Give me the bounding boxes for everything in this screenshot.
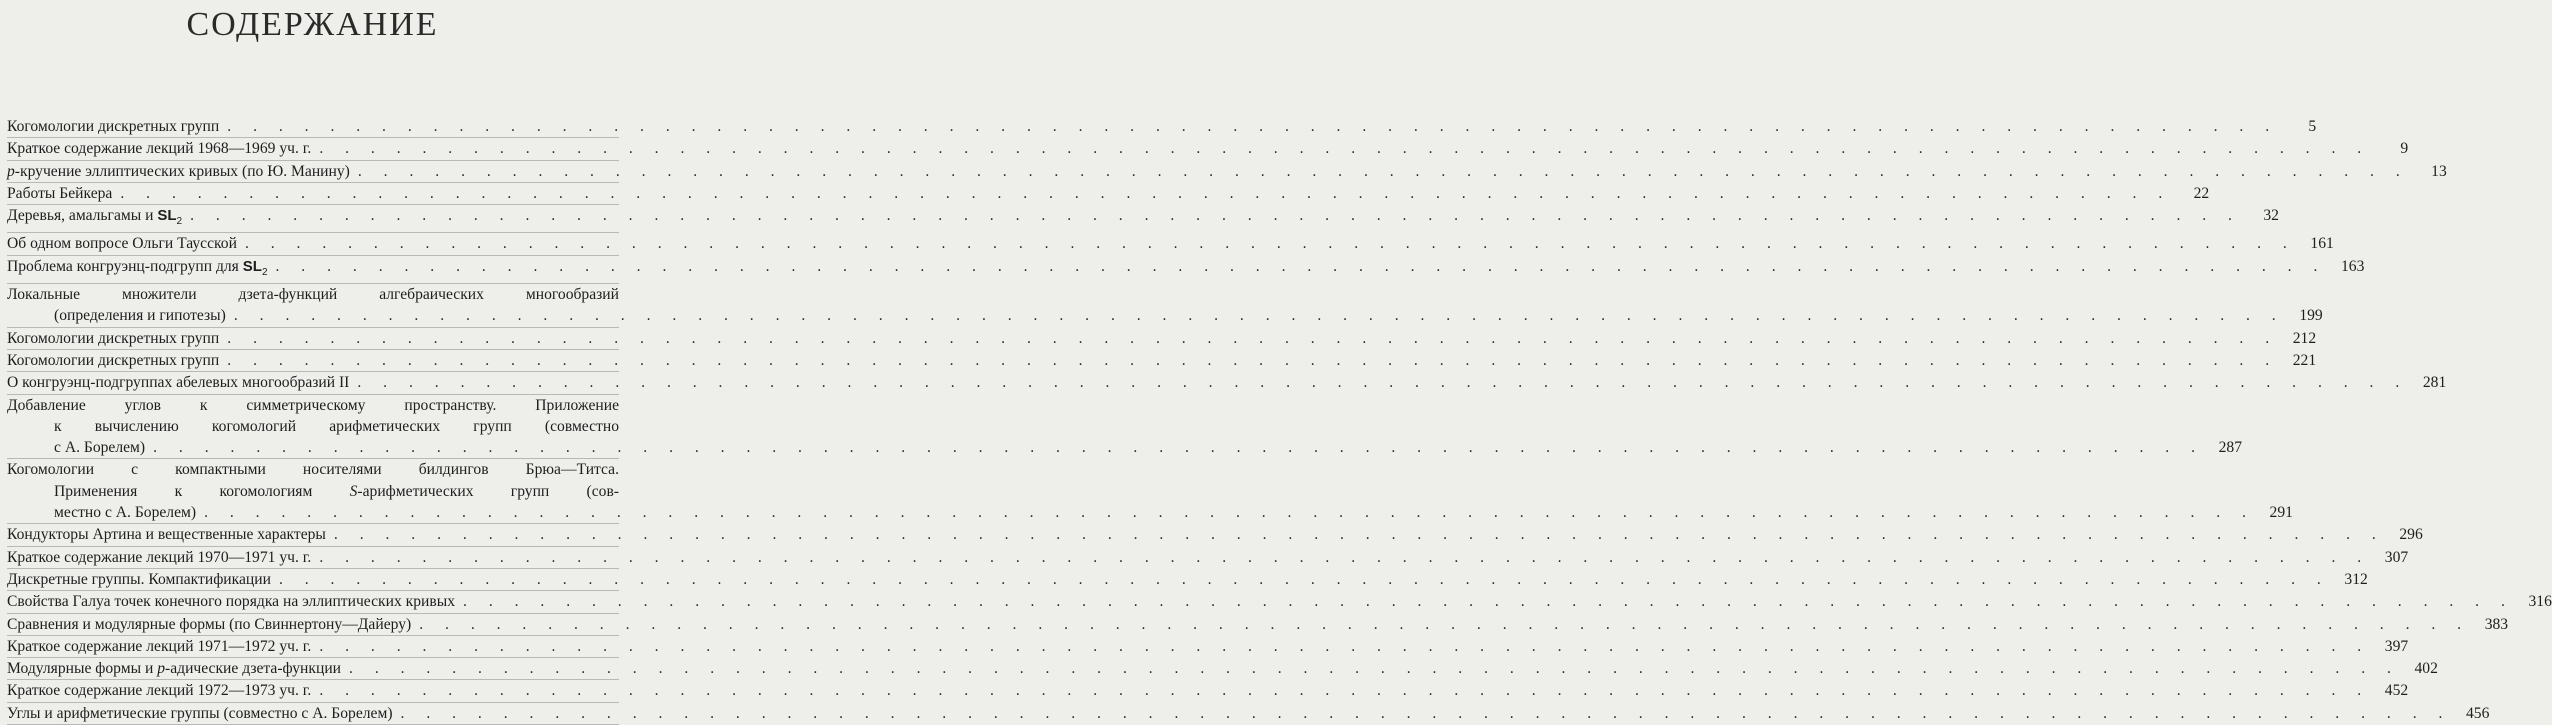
toc-entry — [7, 658, 2438, 680]
dot-leader: . . . . . . . . . . . . . . . . . . . . . . . . . . . . . . . . . . . . . . . . . . . . . . . . . . . . . . . . . . . . . . . . . . . . . . . . . . . . . . . . — [227, 118, 2279, 135]
toc-entry — [7, 614, 2509, 636]
toc-entry-line — [7, 481, 619, 502]
dot-leader: . . . . . . . . . . . . . . . . . . . . . . . . . . . . . . . . . . . . . . . . . . . . . . . . . . . . . . . . . . . . . . . . . . . . . . . . . . . . . . . . — [227, 329, 2279, 347]
toc-entry-title: Краткое содержание лекций 1970—1971 уч. г. — [7, 548, 312, 566]
toc-entry-title: Краткое содержание лекций 1968—1969 уч. г. — [7, 140, 312, 158]
toc-entry-line — [7, 183, 2210, 204]
dot-leader: . . . . . . . . . . . . . . . . . . . . . . . . . . . . . . . . . . . . . . . . . . . . . . . . . . . . . . . . . . . . . . . . . . . . . . . . . . . . . . . . — [233, 307, 2285, 325]
toc-entry-line — [7, 284, 619, 305]
toc-page-number: 296 — [2399, 526, 2423, 544]
toc-page-number: 452 — [2384, 682, 2409, 700]
dot-leader: . . . . . . . . . . . . . . . . . . . . . . . . . . . . . . . . . . . . . . . . . . . . . . . . . . . . . . . . . . . . . . . . . . . . . . . . . . . . . . . . — [333, 526, 2385, 544]
toc-entry-line — [7, 703, 2490, 724]
dot-leader: . . . . . . . . . . . . . . . . . . . . . . . . . . . . . . . . . . . . . . . . . . . . . . . . . . . . . . . . . . . . . . . . . . . . . . . . . . . . . . . . — [120, 184, 2172, 202]
toc-entry-title: местно с А. Борелем) — [54, 504, 197, 522]
toc-page-number: 291 — [2269, 504, 2293, 522]
toc-page-number: 383 — [2484, 615, 2509, 633]
toc-entry-line — [7, 372, 2447, 393]
toc-entry-line — [7, 614, 2509, 635]
toc-entry — [7, 116, 2317, 138]
toc-entry — [7, 372, 2447, 394]
toc-entry — [7, 256, 2365, 284]
toc-entry-line — [7, 328, 2317, 349]
toc-entry-line — [7, 569, 2368, 590]
toc-entry-title: p-кручение эллиптических кривых (по Ю. Манину) — [7, 162, 350, 180]
toc-entry-title: Когомологии дискретных групп — [7, 351, 220, 369]
toc-entry-title: с А. Борелем) — [54, 439, 146, 457]
toc-entry-title: Дискретные группы. Компактификации — [7, 570, 271, 588]
toc-entry-title: Когомологии с компактными носителями билдингов Брюа—Титса. — [7, 461, 619, 479]
dot-leader: . . . . . . . . . . . . . . . . . . . . . . . . . . . . . . . . . . . . . . . . . . . . . . . . . . . . . . . . . . . . . . . . . . . . . . . . . . . . . . . . — [204, 504, 2255, 522]
toc-entry-title: Модулярные формы и p-адические дзета-функции — [7, 660, 342, 678]
toc-page-number: 199 — [2299, 307, 2323, 325]
toc-entry — [7, 524, 2423, 546]
dot-leader: . . . . . . . . . . . . . . . . . . . . . . . . . . . . . . . . . . . . . . . . . . . . . . . . . . . . . . . . . . . . . . . . . . . . . . . . . . . . . . . . — [349, 660, 2400, 678]
toc-entry-line — [7, 591, 2552, 612]
toc-entry-title: Применения к когомологиям S-арифметических групп (сов- — [54, 482, 620, 500]
dot-leader: . . . . . . . . . . . . . . . . . . . . . . . . . . . . . . . . . . . . . . . . . . . . . . . . . . . . . . . . . . . . . . . . . . . . . . . . . . . . . . . . — [357, 162, 2409, 180]
toc-entry-title: Когомологии дискретных групп — [7, 118, 220, 135]
toc-entry — [7, 636, 2409, 658]
toc-entry-line — [7, 437, 2242, 458]
toc-entry-line — [7, 395, 619, 416]
toc-entry-line — [7, 502, 2293, 523]
toc-entry-line — [7, 350, 2317, 371]
toc-page-number: 32 — [2263, 207, 2279, 225]
toc-entry — [7, 183, 2210, 205]
toc-entry — [7, 328, 2317, 350]
toc-entry — [7, 205, 2279, 233]
toc-page-number: 456 — [2466, 704, 2490, 722]
toc-page-number: 221 — [2292, 351, 2317, 369]
toc-entry-title: Проблема конгруэнц-подгрупп для $SL_2$ — [7, 257, 268, 278]
dot-leader: . . . . . . . . . . . . . . . . . . . . . . . . . . . . . . . . . . . . . . . . . . . . . . . . . . . . . . . . . . . . . . . . . . . . . . . . . . . . . . . . — [319, 140, 2371, 158]
toc-entry-title: Локальные множители дзета-функций алгебраических многообразий — [7, 286, 619, 304]
page-title: СОДЕРЖАНИЕ — [186, 6, 439, 43]
toc-entry-line — [7, 205, 2279, 232]
dot-leader: . . . . . . . . . . . . . . . . . . . . . . . . . . . . . . . . . . . . . . . . . . . . . . . . . . . . . . . . . . . . . . . . . . . . . . . . . . . . . . . . — [278, 570, 2330, 588]
toc-page-number: 397 — [2384, 637, 2409, 655]
toc-entry-line — [7, 524, 2423, 545]
toc-entry-line — [7, 161, 2447, 182]
dot-leader: . . . . . . . . . . . . . . . . . . . . . . . . . . . . . . . . . . . . . . . . . . . . . . . . . . . . . . . . . . . . . . . . . . . . . . . . . . . . . . . . — [153, 439, 2204, 457]
toc-entry-line — [7, 658, 2438, 679]
toc-entry-title: Краткое содержание лекций 1972—1973 уч. г. — [7, 682, 312, 700]
toc-entry — [7, 569, 2368, 591]
toc-entry-line — [7, 547, 2409, 568]
dot-leader: . . . . . . . . . . . . . . . . . . . . . . . . . . . . . . . . . . . . . . . . . . . . . . . . . . . . . . . . . . . . . . . . . . . . . . . . . . . . . . . . — [319, 637, 2371, 655]
dot-leader: . . . . . . . . . . . . . . . . . . . . . . . . . . . . . . . . . . . . . . . . . . . . . . . . . . . . . . . . . . . . . . . . . . . . . . . . . . . . . . . . — [227, 351, 2279, 369]
dot-leader: . . . . . . . . . . . . . . . . . . . . . . . . . . . . . . . . . . . . . . . . . . . . . . . . . . . . . . . . . . . . . . . . . . . . . . . . . . . . . . . . — [190, 207, 2241, 225]
toc-entry-line — [7, 256, 2365, 283]
toc-entry-title: Деревья, амальгамы и $SL_2$ — [7, 207, 183, 228]
table-of-contents — [7, 116, 2552, 725]
toc-page-number: 287 — [2218, 439, 2242, 457]
toc-entry-line — [7, 680, 2409, 701]
toc-entry-line — [7, 459, 619, 480]
toc-entry-title: Сравнения и модулярные формы (по Свиннертону—Дайеру) — [7, 615, 412, 633]
dot-leader: . . . . . . . . . . . . . . . . . . . . . . . . . . . . . . . . . . . . . . . . . . . . . . . . . . . . . . . . . . . . . . . . . . . . . . . . . . . . . . . . — [419, 615, 2471, 633]
toc-entry — [7, 680, 2409, 702]
toc-entry — [7, 284, 2323, 328]
toc-entry-title: Когомологии дискретных групп — [7, 329, 220, 347]
toc-entry — [7, 395, 2242, 460]
toc-page-number: 13 — [2431, 162, 2447, 180]
toc-page-number: 402 — [2414, 660, 2438, 678]
toc-entry-line — [7, 416, 619, 437]
toc-entry-title: Кондукторы Артина и вещественные характеры — [7, 526, 326, 544]
toc-page-number: 9 — [2400, 140, 2409, 158]
toc-page-number: 161 — [2310, 235, 2334, 253]
toc-entry-title: Свойства Галуа точек конечного порядка на эллиптических кривых — [7, 593, 456, 611]
toc-entry-line — [7, 116, 2317, 137]
toc-entry — [7, 233, 2334, 255]
dot-leader: . . . . . . . . . . . . . . . . . . . . . . . . . . . . . . . . . . . . . . . . . . . . . . . . . . . . . . . . . . . . . . . . . . . . . . . . . . . . . . . . — [275, 257, 2327, 275]
toc-entry — [7, 459, 2293, 524]
toc-page-number: 212 — [2292, 329, 2317, 347]
toc-entry-title: Добавление углов к симметрическому пространству. Приложение — [7, 396, 619, 414]
toc-entry-title: к вычислению когомологий арифметических групп (совместно — [54, 417, 619, 435]
dot-leader: . . . . . . . . . . . . . . . . . . . . . . . . . . . . . . . . . . . . . . . . . . . . . . . . . . . . . . . . . . . . . . . . . . . . . . . . . . . . . . . . — [357, 374, 2409, 392]
toc-page-number: 5 — [2308, 118, 2317, 135]
toc-entry-title: О конгруэнц-подгруппах абелевых многообразий II — [7, 374, 350, 392]
dot-leader: . . . . . . . . . . . . . . . . . . . . . . . . . . . . . . . . . . . . . . . . . . . . . . . . . . . . . . . . . . . . . . . . . . . . . . . . . . . . . . . . — [319, 548, 2371, 566]
toc-page-number: 281 — [2422, 374, 2447, 392]
toc-entry-line — [7, 305, 2323, 326]
toc-entry — [7, 591, 2552, 613]
toc-entry-title: Краткое содержание лекций 1971—1972 уч. г. — [7, 637, 312, 655]
toc-page-number: 316 — [2528, 593, 2552, 611]
toc-entry-title: (определения и гипотезы) — [54, 307, 226, 325]
toc-entry-line — [7, 233, 2334, 254]
toc-entry-title: Углы и арифметические группы (совместно с А. Борелем) — [7, 704, 393, 722]
dot-leader: . . . . . . . . . . . . . . . . . . . . . . . . . . . . . . . . . . . . . . . . . . . . . . . . . . . . . . . . . . . . . . . . . . . . . . . . . . . . . . . . — [319, 682, 2371, 700]
toc-entry-title: Работы Бейкера — [7, 184, 113, 202]
toc-entry-title: Об одном вопросе Ольги Таусской — [7, 235, 237, 253]
toc-entry — [7, 138, 2409, 160]
toc-page-number: 22 — [2193, 184, 2210, 202]
toc-page-number: 163 — [2340, 257, 2365, 275]
toc-entry — [7, 547, 2409, 569]
toc-page-number: 307 — [2384, 548, 2409, 566]
toc-entry — [7, 703, 2490, 725]
toc-page-number: 312 — [2344, 570, 2368, 588]
dot-leader: . . . . . . . . . . . . . . . . . . . . . . . . . . . . . . . . . . . . . . . . . . . . . . . . . . . . . . . . . . . . . . . . . . . . . . . . . . . . . . . . — [463, 593, 2514, 611]
dot-leader: . . . . . . . . . . . . . . . . . . . . . . . . . . . . . . . . . . . . . . . . . . . . . . . . . . . . . . . . . . . . . . . . . . . . . . . . . . . . . . . . — [400, 704, 2452, 722]
toc-entry — [7, 350, 2317, 372]
toc-entry-line — [7, 138, 2409, 159]
toc-entry — [7, 161, 2447, 183]
toc-entry-line — [7, 636, 2409, 657]
dot-leader: . . . . . . . . . . . . . . . . . . . . . . . . . . . . . . . . . . . . . . . . . . . . . . . . . . . . . . . . . . . . . . . . . . . . . . . . . . . . . . . . — [244, 235, 2296, 253]
